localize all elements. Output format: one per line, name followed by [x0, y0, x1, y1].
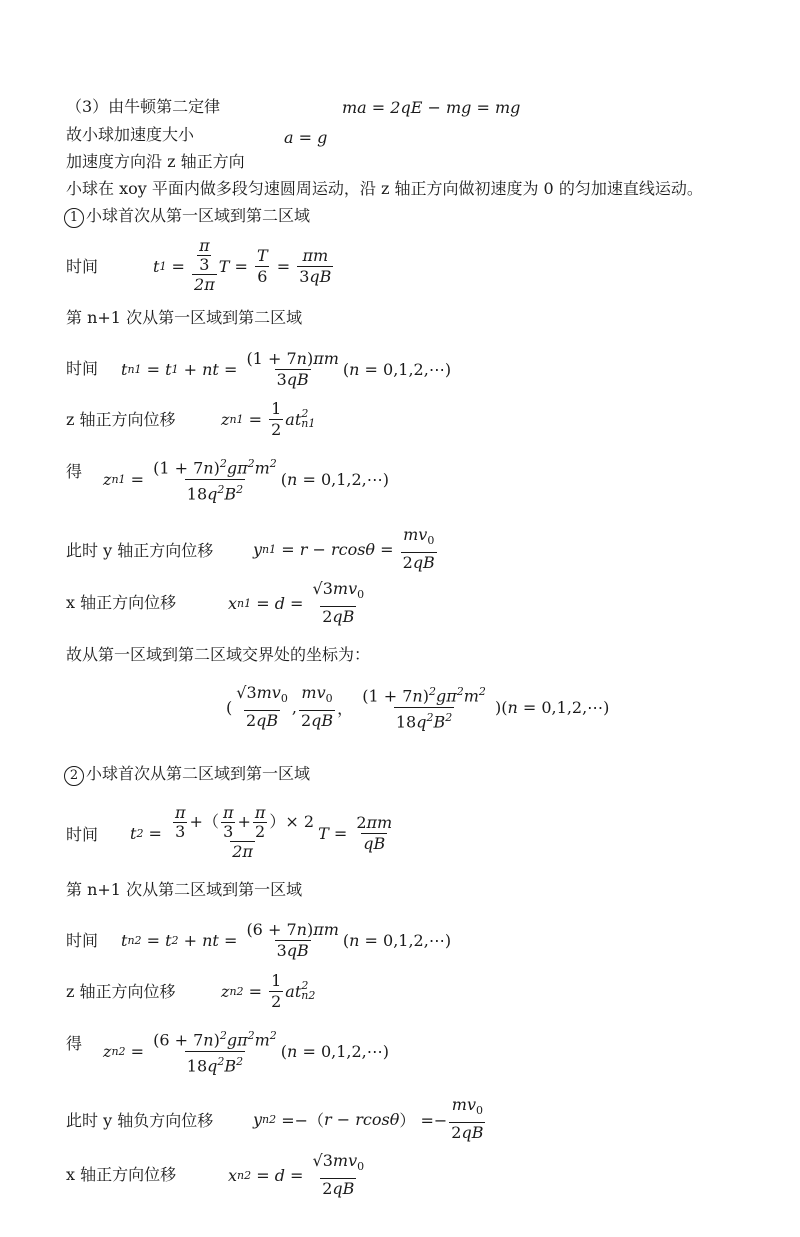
equation-coordinate: ( $\frac{√3mv_0}{2qB}$ , $\frac{mv_0}{2qB}$ ， $\frac{(1 + 7n)^2g\pi^2m^2}{18q^2B^2}$ ) ( n = 0,1,2,⋯)	[226, 683, 610, 731]
time-label-4: 时间	[66, 931, 99, 950]
y-displacement-label-2: 此时 y 轴负方向位移	[66, 1111, 214, 1130]
x-displacement-label-1: x 轴正方向位移	[66, 593, 177, 612]
time-label-3: 时间	[66, 825, 99, 844]
x-displacement-label-2: x 轴正方向位移	[66, 1165, 177, 1184]
equation-zn1-def: z n1 = $\frac{1}{2}$ at $_{n1}$ $^2$	[221, 398, 316, 439]
y-displacement-label-1: 此时 y 轴正方向位移	[66, 541, 214, 560]
acceleration-direction: 加速度方向沿 z 轴正方向	[66, 152, 245, 171]
equation-acceleration: a = g	[284, 127, 328, 147]
equation-tn1: t n1 = t 1 + nt = $\frac{(1 + 7n)\pi m}{3qB}$ ( n = 0,1,2,⋯)	[121, 348, 452, 389]
equation-tn2: t n2 = t 2 + nt = $\frac{(6 + 7n)\pi m}{3qB}$ ( n = 0,1,2,⋯)	[121, 919, 452, 960]
coordinate-heading: 故从第一区域到第二区域交界处的坐标为：	[66, 645, 371, 664]
acceleration-label: 故小球加速度大小	[66, 125, 195, 144]
z-displacement-label-2: z 轴正方向位移	[66, 982, 176, 1001]
equation-xn2: x n2 = d = $\frac{√3mv_0}{2qB}$	[228, 1151, 365, 1198]
n-plus-1-heading-2: 第 n+1 次从第二区域到第一区域	[66, 880, 303, 899]
equation-zn1: z n1 = $\frac{(1 + 7n)^2g\pi^2m^2}{18q^2B^2}$ ( n = 0,1,2,⋯)	[103, 457, 389, 503]
equation-xn1: x n1 = d = $\frac{√3mv_0}{2qB}$	[228, 579, 365, 626]
equation-zn2-def: z n2 = $\frac{1}{2}$ at $_{n2}$ $^2$	[221, 970, 316, 1011]
section-1-heading: 1 小球首次从第一区域到第二区域	[64, 205, 310, 228]
time-label-2: 时间	[66, 359, 99, 378]
equation-newton: ma = 2qE − mg = mg	[342, 97, 521, 117]
result-label-1: 得	[66, 462, 83, 481]
equation-t2: t 2 = $\frac{\pi}{3}$ +（ $\frac{\pi}{3}$ + $\frac{\pi}{2}$ ）× 2 2π T = $\frac{2\pi m}{qB}$	[130, 803, 393, 861]
part-3-heading: （3）由牛顿第二定律	[66, 97, 221, 116]
n-plus-1-heading-1: 第 n+1 次从第一区域到第二区域	[66, 308, 303, 327]
equation-yn2: y n2 =−（ r − rcosθ ） =− $\frac{mv_0}{2qB}$	[253, 1095, 484, 1142]
time-label-1: 时间	[66, 257, 99, 276]
result-label-2: 得	[66, 1034, 83, 1053]
circled-number-2: 2	[64, 766, 84, 786]
equation-zn2: z n2 = $\frac{(6 + 7n)^2g\pi^2m^2}{18q^2B^2}$ ( n = 0,1,2,⋯)	[103, 1029, 389, 1075]
circled-number-1: 1	[64, 208, 84, 228]
section-2-heading: 2 小球首次从第二区域到第一区域	[64, 763, 310, 786]
z-displacement-label-1: z 轴正方向位移	[66, 410, 176, 429]
equation-yn1: y n1 = r − rcosθ = $\frac{mv_0}{2qB}$	[253, 525, 435, 572]
motion-description: 小球在 xoy 平面内做多段匀速圆周运动，沿 z 轴正方向做初速度为 0 的匀加速直线运动。	[66, 179, 703, 198]
equation-t1: t 1 = $\frac{\frac{\pi}{3}}{2\pi}$ T = $\frac{T}{6}$ = $\frac{\pi m}{3qB}$	[153, 236, 332, 294]
